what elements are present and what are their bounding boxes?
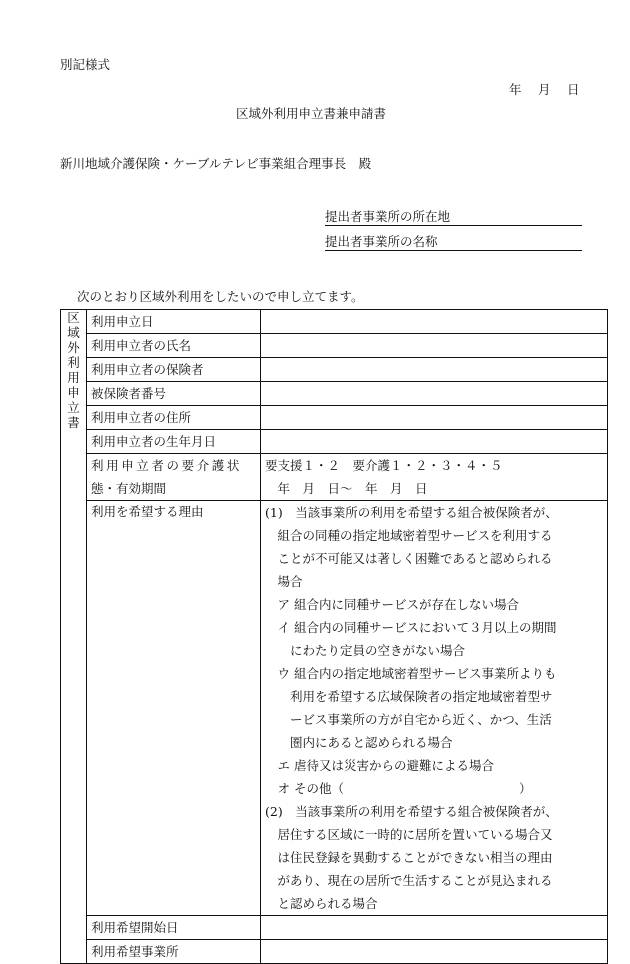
table-row <box>61 382 608 406</box>
start-date-label: 利用希望開始日 <box>87 916 261 940</box>
insured-number-input[interactable] <box>261 382 608 406</box>
table-row <box>61 430 608 454</box>
birthdate-label: 利用申立者の生年月日 <box>87 430 261 454</box>
start-date-input[interactable] <box>261 916 608 940</box>
table-row <box>61 454 608 501</box>
applicant-name-input[interactable] <box>261 334 608 358</box>
insurer-label: 利用申立者の保険者 <box>87 358 261 382</box>
address-label: 利用申立者の住所 <box>87 406 261 430</box>
table-row <box>61 334 608 358</box>
facility-input[interactable] <box>261 940 608 964</box>
table-row <box>61 501 608 916</box>
addressee: 新川地域介護保険・ケーブルテレビ事業組合理事長 殿 <box>60 156 372 171</box>
submitter-name-field[interactable] <box>325 233 582 251</box>
facility-label: 利用希望事業所 <box>87 940 261 964</box>
side-label-cell <box>61 310 87 964</box>
date-line: 年 月 日 <box>509 82 582 97</box>
apply-date-label: 利用申立日 <box>87 310 261 334</box>
submitter-address-field[interactable] <box>325 208 582 226</box>
submitter-name-label: 提出者事業所の名称 <box>325 234 438 249</box>
reason-label: 利用を希望する理由 <box>87 501 261 916</box>
intro-text: 次のとおり区域外利用をしたいので申し立てます。 <box>77 289 364 304</box>
table-row <box>61 916 608 940</box>
table-row <box>61 940 608 964</box>
validity-period: 年 月 日～ 年 月 日 <box>265 481 428 496</box>
side-label: 区 域 外 利 用 申 立 書 <box>67 310 80 430</box>
document-title: 区域外利用申立書兼申請書 <box>236 106 387 121</box>
insured-number-label: 被保険者番号 <box>87 382 261 406</box>
care-level-label: 利用申立者の要介護状 態・有効期間 <box>87 454 261 501</box>
table-row <box>61 310 608 334</box>
application-table <box>60 309 608 964</box>
apply-date-input[interactable] <box>261 310 608 334</box>
applicant-name-label: 利用申立者の氏名 <box>87 334 261 358</box>
address-input[interactable] <box>261 406 608 430</box>
care-level-value[interactable] <box>261 454 608 501</box>
reason-content[interactable]: (1) 当該事業所の利用を希望する組合被保険者が、 組合の同種の指定地域密着型サービスを利用する ことが不可能又は著しく困難であると認められる 場合 ア 組合内に同種サービスが存在しない場合 イ 組合内の同種サービスにおいて３月以上の期間 にわたり定員の空きがない場合 ウ 組合内の指定地域密着型サービス事業所よりも 利用を希望する広域保険者の指定地域密着型サ ービス事業所の方が自宅から近く、かつ、生活 圏内にあると認められる場合 エ 虐待又は災害からの避難による場合 オ その他（ ） (2) 当該事業所の利用を希望する組合被保険者が、 居住する区域に一時的に居所を置いている場合又 は住民登録を異動することができない相当の理由 があり、現在の居所で生活することが見込まれる と認められる場合 <box>261 501 608 916</box>
birthdate-input[interactable] <box>261 430 608 454</box>
table-row <box>61 358 608 382</box>
table-row <box>61 406 608 430</box>
form-label: 別記様式 <box>60 57 111 72</box>
submitter-address-label: 提出者事業所の所在地 <box>325 209 451 224</box>
insurer-input[interactable] <box>261 358 608 382</box>
care-level-options: 要支援１・２ 要介護１・２・３・４・５ <box>265 458 503 473</box>
